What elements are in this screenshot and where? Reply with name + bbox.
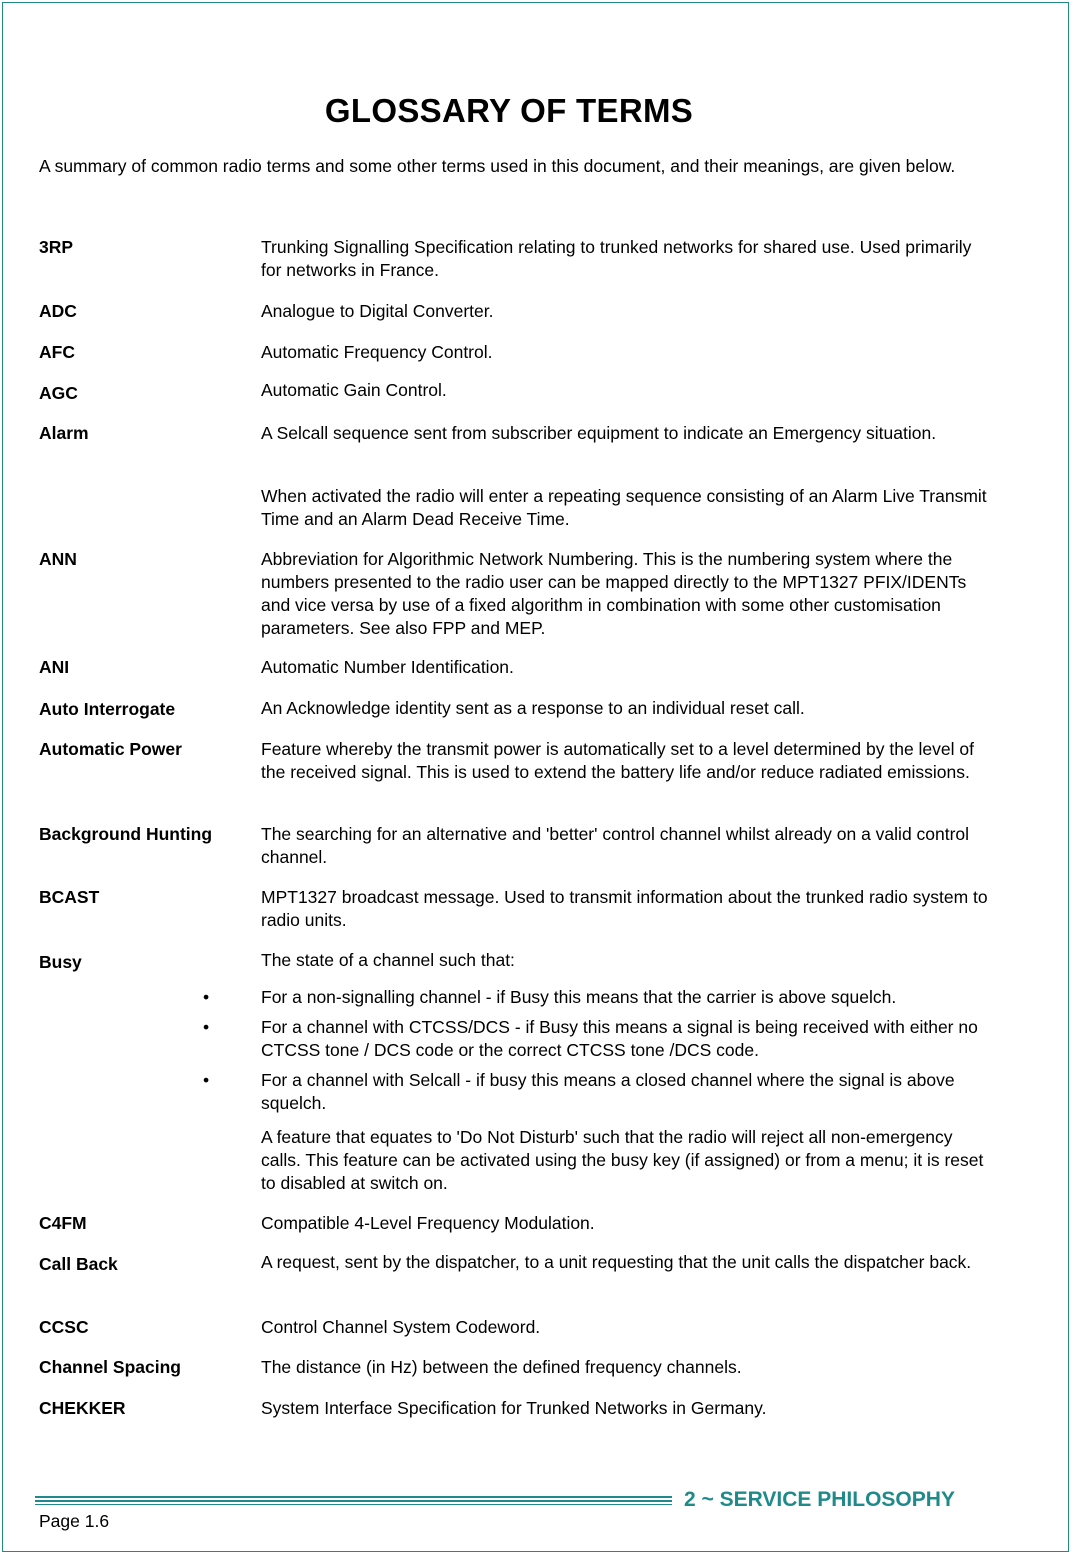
definition-afc: Automatic Frequency Control.: [261, 342, 493, 362]
term-ann: ANN: [39, 549, 77, 569]
definition-auto-interrogate: An Acknowledge identity sent as a response to an individual reset call.: [261, 698, 805, 718]
footer-rule: [35, 1500, 672, 1502]
term-ani: ANI: [39, 657, 70, 677]
term-background-hunting: Background Hunting: [39, 824, 213, 844]
busy-bullet-ctcss-dcs: For a channel with CTCSS/DCS - if Busy this means a signal is being received with either no CTCSS tone / DCS code or the correct CTCSS tone /DCS code.: [261, 1017, 978, 1060]
definition-3rp: Trunking Signalling Specification relating to trunked networks for shared use. Used primarily for networks in France.: [261, 237, 972, 280]
section-heading: 2 ~ SERVICE PHILOSOPHY: [684, 1488, 955, 1511]
term-automatic-power: Automatic Power: [39, 739, 182, 759]
definition-ccsc: Control Channel System Codeword.: [261, 1317, 541, 1337]
term-ccsc: CCSC: [39, 1317, 89, 1337]
definition-bcast: MPT1327 broadcast message. Used to transmit information about the trunked radio system to radio units.: [261, 887, 988, 930]
term-c4fm: C4FM: [39, 1213, 87, 1233]
page-number: Page 1.6: [39, 1511, 110, 1531]
term-alarm: Alarm: [39, 423, 89, 443]
definition-ann: Abbreviation for Algorithmic Network Numbering. This is the numbering system where the numbers presented to the radio user can be mapped directly to the MPT1327 PFIX/IDENTs and vice versa by use of a fixed algorithm in combination with some other customisation parameters. See also FPP and MEP.: [261, 549, 967, 638]
definition-agc: Automatic Gain Control.: [261, 380, 447, 400]
definition-background-hunting: The searching for an alternative and 'better' control channel whilst already on a valid control channel.: [261, 824, 970, 867]
footer-rule: [35, 1496, 672, 1498]
term-afc: AFC: [39, 342, 75, 362]
definition-chekker: System Interface Specification for Trunked Networks in Germany.: [261, 1398, 767, 1418]
bullet-icon: •: [203, 1070, 210, 1090]
footer-rule: [35, 1504, 672, 1505]
bullet-icon: •: [203, 987, 210, 1007]
busy-bullet-non-signalling: For a non-signalling channel - if Busy this means that the carrier is above squelch.: [261, 987, 897, 1007]
bullet-icon: •: [203, 1017, 210, 1037]
definition-alarm-continued: When activated the radio will enter a repeating sequence consisting of an Alarm Live Transmit Time and an Alarm Dead Receive Time.: [261, 486, 987, 529]
definition-c4fm: Compatible 4-Level Frequency Modulation.: [261, 1213, 595, 1233]
intro-paragraph: A summary of common radio terms and some other terms used in this document, and their meanings, are given below.: [39, 156, 956, 176]
definition-busy: The state of a channel such that:: [261, 950, 515, 970]
term-bcast: BCAST: [39, 887, 100, 907]
term-agc: AGC: [39, 383, 78, 403]
definition-alarm: A Selcall sequence sent from subscriber equipment to indicate an Emergency situation.: [261, 423, 937, 443]
term-auto-interrogate: Auto Interrogate: [39, 699, 176, 719]
definition-ani: Automatic Number Identification.: [261, 657, 514, 677]
definition-automatic-power: Feature whereby the transmit power is automatically set to a level determined by the level of the received signal. This is used to extend the battery life and/or reduce radiated emissions.: [261, 739, 974, 782]
term-busy: Busy: [39, 952, 82, 972]
page-title: GLOSSARY OF TERMS: [324, 92, 694, 129]
term-3rp: 3RP: [39, 237, 74, 257]
term-channel-spacing: Channel Spacing: [39, 1357, 181, 1377]
definition-adc: Analogue to Digital Converter.: [261, 301, 494, 321]
busy-bullet-selcall: For a channel with Selcall - if busy this means a closed channel where the signal is above squelch.: [261, 1070, 955, 1113]
definition-busy-continued: A feature that equates to 'Do Not Disturb' such that the radio will reject all non-emergency calls. This feature can be activated using the busy key (if assigned) or from a menu; it is reset to disabled at switch on.: [261, 1127, 984, 1193]
term-call-back: Call Back: [39, 1254, 118, 1274]
term-chekker: CHEKKER: [39, 1398, 126, 1418]
term-adc: ADC: [39, 301, 77, 321]
definition-channel-spacing: The distance (in Hz) between the defined frequency channels.: [261, 1357, 742, 1377]
definition-call-back: A request, sent by the dispatcher, to a unit requesting that the unit calls the dispatcher back.: [261, 1252, 972, 1272]
